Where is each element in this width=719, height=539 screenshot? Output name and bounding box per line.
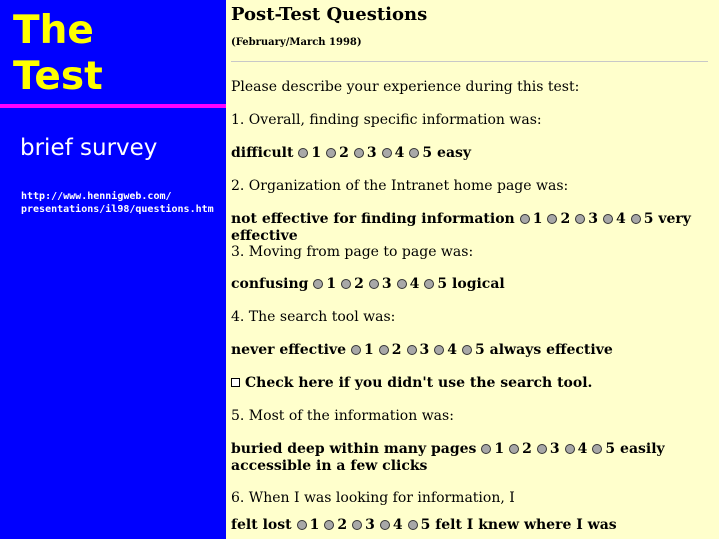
title-line-2: Test xyxy=(13,54,103,99)
rating-number: 5 xyxy=(475,342,485,358)
rating-number: 1 xyxy=(311,145,322,161)
slide-title xyxy=(13,8,103,100)
answer-row-1 xyxy=(231,145,471,162)
rating-radio-1[interactable] xyxy=(520,214,530,224)
rating-number: 3 xyxy=(366,145,377,161)
rating-radio-3[interactable] xyxy=(369,279,379,289)
scale-low-label: buried deep within many pages xyxy=(231,441,477,457)
answer-row-6 xyxy=(231,517,617,534)
title-line-1: The xyxy=(13,8,94,53)
rating-number: 1 xyxy=(532,211,543,227)
rating-radio-1[interactable] xyxy=(351,345,361,355)
rating-radio-3[interactable] xyxy=(407,345,417,355)
rating-number: 2 xyxy=(337,517,348,533)
question-5: 5. Most of the information was: xyxy=(231,408,454,424)
rating-radio-5[interactable] xyxy=(409,148,419,158)
rating-radio-5[interactable] xyxy=(592,444,602,454)
survey-date: (February/March 1998) xyxy=(231,37,362,48)
rating-number: 3 xyxy=(549,441,560,457)
divider xyxy=(231,61,708,62)
rating-radio-4[interactable] xyxy=(434,345,444,355)
rating-radio-4[interactable] xyxy=(380,520,390,530)
rating-number: 5 xyxy=(420,517,431,533)
rating-number: 2 xyxy=(391,342,402,358)
rating-radio-5[interactable] xyxy=(408,520,418,530)
url-line-1: http://www.hennigweb.com/ xyxy=(21,191,172,202)
magenta-divider xyxy=(0,104,226,108)
rating-radio-3[interactable] xyxy=(354,148,364,158)
rating-number: 1 xyxy=(364,342,374,358)
rating-radio-1[interactable] xyxy=(313,279,323,289)
rating-radio-3[interactable] xyxy=(352,520,362,530)
rating-number: 4 xyxy=(394,145,405,161)
answer-row-5 xyxy=(231,441,703,475)
source-url xyxy=(21,190,214,216)
rating-radio-2[interactable] xyxy=(324,520,334,530)
rating-number: 2 xyxy=(560,211,571,227)
rating-number: 3 xyxy=(419,342,430,358)
rating-number: 4 xyxy=(615,211,626,227)
rating-radio-2[interactable] xyxy=(341,279,351,289)
scale-low-label: difficult xyxy=(231,145,294,161)
question-1: 1. Overall, finding specific information was: xyxy=(231,112,542,128)
rating-radio-1[interactable] xyxy=(298,148,308,158)
rating-number: 2 xyxy=(339,145,349,161)
scale-high-label: very effective xyxy=(231,211,691,244)
subtitle: brief survey xyxy=(20,135,158,161)
rating-number: 4 xyxy=(577,441,588,457)
rating-radio-1[interactable] xyxy=(297,520,307,530)
answer-row-2 xyxy=(231,211,708,245)
rating-radio-2[interactable] xyxy=(509,444,519,454)
rating-radio-2[interactable] xyxy=(379,345,389,355)
rating-radio-5[interactable] xyxy=(424,279,434,289)
rating-number: 4 xyxy=(392,517,403,533)
rating-number: 3 xyxy=(365,517,375,533)
question-4: 4. The search tool was: xyxy=(231,309,396,325)
rating-number: 4 xyxy=(447,342,458,358)
rating-radio-5[interactable] xyxy=(631,214,641,224)
rating-radio-3[interactable] xyxy=(575,214,585,224)
no-search-checkbox[interactable] xyxy=(231,378,240,387)
rating-number: 4 xyxy=(409,276,420,292)
rating-number: 3 xyxy=(588,211,598,227)
page-title: Post-Test Questions xyxy=(231,4,428,25)
question-2: 2. Organization of the Intranet home page was: xyxy=(231,178,569,194)
rating-radio-3[interactable] xyxy=(537,444,547,454)
rating-number: 1 xyxy=(494,441,505,457)
scale-high-label: easy xyxy=(437,145,472,161)
scale-high-label: always effective xyxy=(489,342,613,358)
rating-number: 1 xyxy=(326,276,337,292)
rating-number: 3 xyxy=(381,276,392,292)
rating-radio-4[interactable] xyxy=(565,444,575,454)
rating-number: 2 xyxy=(522,441,532,457)
scale-low-label: confusing xyxy=(231,276,309,292)
scale-low-label: not effective for finding information xyxy=(231,211,515,227)
scale-low-label: felt lost xyxy=(231,517,292,533)
answer-row-4 xyxy=(231,342,613,359)
rating-radio-1[interactable] xyxy=(481,444,491,454)
rating-radio-4[interactable] xyxy=(382,148,392,158)
rating-number: 5 xyxy=(437,276,448,292)
rating-number: 1 xyxy=(309,517,320,533)
rating-radio-4[interactable] xyxy=(603,214,613,224)
scale-low-label: never effective xyxy=(231,342,347,358)
question-3: 3. Moving from page to page was: xyxy=(231,244,474,260)
scale-high-label: felt I knew where I was xyxy=(435,517,617,533)
rating-radio-2[interactable] xyxy=(326,148,336,158)
rating-number: 5 xyxy=(605,441,616,457)
question-6: 6. When I was looking for information, I xyxy=(231,490,515,506)
no-search-checkbox-row xyxy=(231,375,592,392)
rating-number: 5 xyxy=(643,211,654,227)
rating-radio-2[interactable] xyxy=(547,214,557,224)
rating-number: 2 xyxy=(354,276,364,292)
intro-text: Please describe your experience during this test: xyxy=(231,79,580,95)
url-line-2: presentations/il98/questions.htm xyxy=(21,204,214,215)
checkbox-label: Check here if you didn't use the search tool. xyxy=(245,375,593,391)
rating-number: 5 xyxy=(422,145,433,161)
rating-radio-5[interactable] xyxy=(462,345,472,355)
answer-row-3 xyxy=(231,276,505,293)
sidebar xyxy=(0,0,226,539)
rating-radio-4[interactable] xyxy=(397,279,407,289)
scale-high-label: easily accessible in a few clicks xyxy=(231,441,665,474)
scale-high-label: logical xyxy=(452,276,505,292)
